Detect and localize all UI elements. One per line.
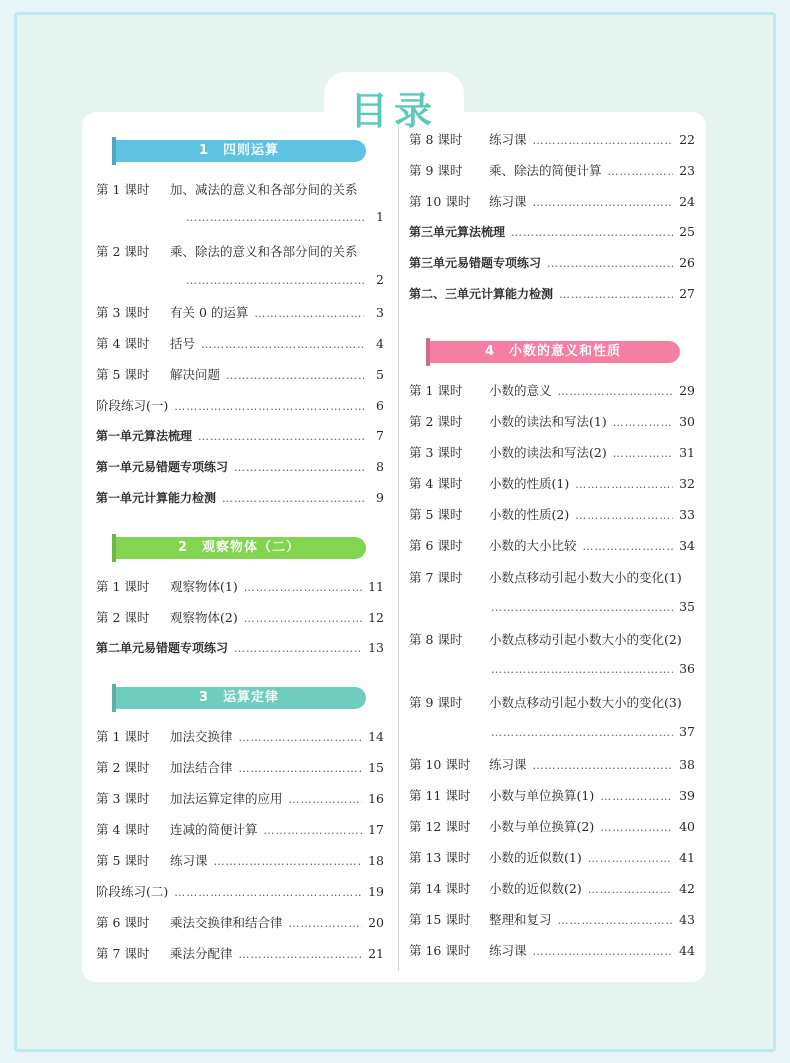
dot-leader xyxy=(575,509,673,522)
entry-title: 加法交换律 xyxy=(170,729,233,744)
page-title: 目录 xyxy=(349,89,438,133)
entry-title: 解决问题 xyxy=(170,367,221,382)
page-number: 37 xyxy=(679,724,695,739)
page-number: 40 xyxy=(679,819,695,834)
dot-leader xyxy=(198,430,364,443)
lesson-number: 第 16 课时 xyxy=(409,943,471,958)
entry-title: 小数的大小比较 xyxy=(489,538,577,553)
lesson-number: 第 4 课时 xyxy=(96,822,150,837)
toc-entry[interactable] xyxy=(409,568,695,588)
lesson-number: 第 6 课时 xyxy=(96,915,150,930)
lesson-number: 第 10 课时 xyxy=(409,194,471,209)
toc-entry[interactable] xyxy=(96,851,384,871)
page-number: 39 xyxy=(679,788,695,803)
entry-title: 第三单元算法梳理 xyxy=(409,225,506,239)
entry-title: 有关 0 的运算 xyxy=(170,305,249,320)
page-number: 29 xyxy=(679,383,695,398)
lesson-number: 第 13 课时 xyxy=(409,850,471,865)
entry-title: 乘、除法的意义和各部分间的关系 xyxy=(170,244,358,259)
toc-entry[interactable] xyxy=(96,727,384,747)
toc-entry-continuation[interactable] xyxy=(96,209,384,229)
page-number: 8 xyxy=(376,459,384,474)
entry-title: 练习课 xyxy=(489,194,527,209)
toc-entry[interactable] xyxy=(409,443,695,463)
lesson-number: 第 9 课时 xyxy=(409,695,463,710)
entry-title: 乘法交换律和结合律 xyxy=(170,915,283,930)
lesson-number: 第 3 课时 xyxy=(96,791,150,806)
dot-leader xyxy=(559,288,673,301)
lesson-number: 第 2 课时 xyxy=(96,244,150,259)
toc-entry[interactable] xyxy=(96,608,384,628)
page-number: 23 xyxy=(679,163,695,178)
page-number: 42 xyxy=(679,881,695,896)
entry-title: 第三单元易错题专项练习 xyxy=(409,256,542,270)
toc-entry[interactable] xyxy=(96,458,384,478)
lesson-number: 第 7 课时 xyxy=(409,570,463,585)
lesson-number: 第 15 课时 xyxy=(409,912,471,927)
unit-banner: 1 四则运算 xyxy=(112,140,366,162)
dot-leader xyxy=(239,948,363,961)
entry-title: 整理和复习 xyxy=(489,912,552,927)
entry-title: 小数的性质(2) xyxy=(489,507,570,522)
page-number: 21 xyxy=(368,946,384,961)
entry-title: 练习课 xyxy=(489,132,527,147)
entry-title: 小数的读法和写法(1) xyxy=(489,414,607,429)
entry-title: 阶段练习(二) xyxy=(96,884,169,899)
dot-leader xyxy=(239,762,363,775)
page-number: 19 xyxy=(368,884,384,899)
lesson-number: 第 14 课时 xyxy=(409,881,471,896)
page-number: 7 xyxy=(376,428,384,443)
dot-leader xyxy=(222,492,364,505)
entry-title: 加法运算定律的应用 xyxy=(170,791,283,806)
toc-entry[interactable] xyxy=(96,242,384,262)
page-number: 33 xyxy=(679,507,695,522)
entry-title: 连减的简便计算 xyxy=(170,822,258,837)
lesson-number: 第 11 课时 xyxy=(409,788,471,803)
toc-entry[interactable] xyxy=(409,161,695,181)
column-divider xyxy=(398,126,399,971)
dot-leader xyxy=(547,257,673,270)
dot-leader xyxy=(244,612,362,625)
toc-entry[interactable] xyxy=(409,910,695,930)
page-number: 30 xyxy=(679,414,695,429)
page-number: 43 xyxy=(679,912,695,927)
unit-banner: 4 小数的意义和性质 xyxy=(426,341,680,363)
dot-leader xyxy=(491,663,673,676)
entry-title: 小数的近似数(1) xyxy=(489,850,582,865)
toc-entry[interactable] xyxy=(409,786,695,806)
toc-entry[interactable] xyxy=(409,412,695,432)
toc-entry[interactable] xyxy=(96,789,384,809)
page-number: 14 xyxy=(368,729,384,744)
toc-entry[interactable] xyxy=(409,285,695,305)
toc-entry[interactable] xyxy=(409,630,695,650)
lesson-number: 第 2 课时 xyxy=(409,414,463,429)
entry-title: 第二单元易错题专项练习 xyxy=(96,641,229,655)
page-number: 3 xyxy=(376,305,384,320)
toc-entry[interactable] xyxy=(96,944,384,964)
dot-leader xyxy=(234,461,364,474)
entry-title: 小数的意义 xyxy=(489,383,552,398)
toc-entry[interactable] xyxy=(409,879,695,899)
entry-title: 小数与单位换算(2) xyxy=(489,819,595,834)
toc-entry[interactable] xyxy=(96,303,384,323)
page-number: 2 xyxy=(376,272,384,287)
entry-title: 观察物体(2) xyxy=(170,610,238,625)
dot-leader xyxy=(533,945,674,958)
toc-entry[interactable] xyxy=(409,505,695,525)
lesson-number: 第 7 课时 xyxy=(96,946,150,961)
dot-leader xyxy=(214,855,363,868)
dot-leader xyxy=(533,134,674,147)
dot-leader xyxy=(575,478,673,491)
toc-entry[interactable] xyxy=(409,848,695,868)
toc-entry[interactable] xyxy=(409,130,695,150)
dot-leader xyxy=(588,852,673,865)
dot-leader xyxy=(244,581,362,594)
lesson-number: 第 9 课时 xyxy=(409,163,463,178)
dot-leader xyxy=(558,914,674,927)
lesson-number: 第 5 课时 xyxy=(96,367,150,382)
page-number: 31 xyxy=(679,445,695,460)
page-number: 26 xyxy=(679,255,695,270)
dot-leader xyxy=(533,196,674,209)
page-number: 6 xyxy=(376,398,384,413)
lesson-number: 第 5 课时 xyxy=(409,507,463,522)
toc-entry[interactable] xyxy=(409,223,695,243)
entry-title: 阶段练习(一) xyxy=(96,398,169,413)
dot-leader xyxy=(174,400,364,413)
toc-entry[interactable] xyxy=(409,755,695,775)
dot-leader xyxy=(600,821,673,834)
entry-title: 小数的性质(1) xyxy=(489,476,570,491)
toc-entry[interactable] xyxy=(96,820,384,840)
toc-entry[interactable] xyxy=(96,577,384,597)
toc-entry[interactable] xyxy=(96,913,384,933)
dot-leader xyxy=(234,642,362,655)
entry-title: 小数与单位换算(1) xyxy=(489,788,595,803)
toc-entry[interactable] xyxy=(409,693,695,713)
page-number: 22 xyxy=(679,132,695,147)
entry-title: 加、减法的意义和各部分间的关系 xyxy=(170,182,358,197)
toc-entry[interactable] xyxy=(96,396,384,416)
lesson-number: 第 1 课时 xyxy=(96,729,150,744)
page-number: 41 xyxy=(679,850,695,865)
lesson-number: 第 2 课时 xyxy=(96,760,150,775)
entry-title: 小数点移动引起小数大小的变化(2) xyxy=(489,632,682,647)
entry-title: 练习课 xyxy=(170,853,208,868)
unit-banner: 3 运算定律 xyxy=(112,687,366,709)
page-number: 5 xyxy=(376,367,384,382)
dot-leader xyxy=(239,731,363,744)
entry-title: 第一单元易错题专项练习 xyxy=(96,460,229,474)
dot-leader xyxy=(289,917,363,930)
unit-banner: 2 观察物体（二） xyxy=(112,537,366,559)
dot-leader xyxy=(613,447,673,460)
lesson-number: 第 8 课时 xyxy=(409,132,463,147)
lesson-number: 第 1 课时 xyxy=(96,579,150,594)
toc-entry[interactable] xyxy=(96,180,384,200)
entry-title: 第二、三单元计算能力检测 xyxy=(409,287,554,301)
page-number: 27 xyxy=(679,286,695,301)
dot-leader xyxy=(186,274,364,287)
lesson-number: 第 12 课时 xyxy=(409,819,471,834)
dot-leader xyxy=(201,338,364,351)
dot-leader xyxy=(558,385,674,398)
lesson-number: 第 5 课时 xyxy=(96,853,150,868)
lesson-number: 第 4 课时 xyxy=(409,476,463,491)
page-number: 17 xyxy=(368,822,384,837)
entry-title: 第一单元算法梳理 xyxy=(96,429,193,443)
page-number: 34 xyxy=(679,538,695,553)
entry-title: 练习课 xyxy=(489,943,527,958)
page-number: 1 xyxy=(376,209,384,224)
toc-entry-continuation[interactable] xyxy=(96,272,384,292)
entry-title: 加法结合律 xyxy=(170,760,233,775)
dot-leader xyxy=(583,540,674,553)
lesson-number: 第 1 课时 xyxy=(96,182,150,197)
page-number: 44 xyxy=(679,943,695,958)
entry-title: 小数的近似数(2) xyxy=(489,881,582,896)
toc-entry[interactable] xyxy=(409,536,695,556)
dot-leader xyxy=(254,307,364,320)
lesson-number: 第 8 课时 xyxy=(409,632,463,647)
page-number: 38 xyxy=(679,757,695,772)
dot-leader xyxy=(186,211,364,224)
page-number: 16 xyxy=(368,791,384,806)
entry-title: 小数点移动引起小数大小的变化(1) xyxy=(489,570,682,585)
page-number: 32 xyxy=(679,476,695,491)
lesson-number: 第 3 课时 xyxy=(409,445,463,460)
entry-title: 乘法分配律 xyxy=(170,946,233,961)
entry-title: 练习课 xyxy=(489,757,527,772)
toc-entry-continuation[interactable] xyxy=(409,724,695,744)
page-number: 24 xyxy=(679,194,695,209)
page-number: 35 xyxy=(679,599,695,614)
dot-leader xyxy=(264,824,363,837)
toc-entry[interactable] xyxy=(96,639,384,659)
dot-leader xyxy=(608,165,674,178)
toc-entry[interactable] xyxy=(96,427,384,447)
toc-entry[interactable] xyxy=(96,489,384,509)
page-number: 15 xyxy=(368,760,384,775)
dot-leader xyxy=(289,793,363,806)
toc-entry-continuation[interactable] xyxy=(409,599,695,619)
dot-leader xyxy=(226,369,364,382)
dot-leader xyxy=(613,416,673,429)
page-number: 20 xyxy=(368,915,384,930)
toc-entry[interactable] xyxy=(409,474,695,494)
dot-leader xyxy=(533,759,674,772)
dot-leader xyxy=(491,601,673,614)
page-number: 25 xyxy=(679,224,695,239)
dot-leader xyxy=(174,886,362,899)
toc-entry[interactable] xyxy=(409,381,695,401)
page-number: 18 xyxy=(368,853,384,868)
page-number: 4 xyxy=(376,336,384,351)
lesson-number: 第 4 课时 xyxy=(96,336,150,351)
lesson-number: 第 2 课时 xyxy=(96,610,150,625)
page-number: 11 xyxy=(368,579,384,594)
dot-leader xyxy=(511,226,673,239)
dot-leader xyxy=(600,790,673,803)
page-number: 13 xyxy=(368,640,384,655)
lesson-number: 第 10 课时 xyxy=(409,757,471,772)
toc-entry[interactable] xyxy=(409,941,695,961)
toc-entry[interactable] xyxy=(96,758,384,778)
entry-title: 小数的读法和写法(2) xyxy=(489,445,607,460)
entry-title: 括号 xyxy=(170,336,196,351)
toc-entry[interactable] xyxy=(96,334,384,354)
toc-entry[interactable] xyxy=(409,192,695,212)
dot-leader xyxy=(491,726,673,739)
toc-entry[interactable] xyxy=(96,882,384,902)
page-number: 12 xyxy=(368,610,384,625)
toc-entry-continuation[interactable] xyxy=(409,661,695,681)
lesson-number: 第 1 课时 xyxy=(409,383,463,398)
page-number: 36 xyxy=(679,661,695,676)
page-number: 9 xyxy=(376,490,384,505)
dot-leader xyxy=(588,883,673,896)
toc-entry[interactable] xyxy=(409,254,695,274)
lesson-number: 第 6 课时 xyxy=(409,538,463,553)
entry-title: 第一单元计算能力检测 xyxy=(96,491,217,505)
entry-title: 小数点移动引起小数大小的变化(3) xyxy=(489,695,682,710)
entry-title: 乘、除法的简便计算 xyxy=(489,163,602,178)
toc-entry[interactable] xyxy=(96,365,384,385)
toc-entry[interactable] xyxy=(409,817,695,837)
entry-title: 观察物体(1) xyxy=(170,579,238,594)
lesson-number: 第 3 课时 xyxy=(96,305,150,320)
